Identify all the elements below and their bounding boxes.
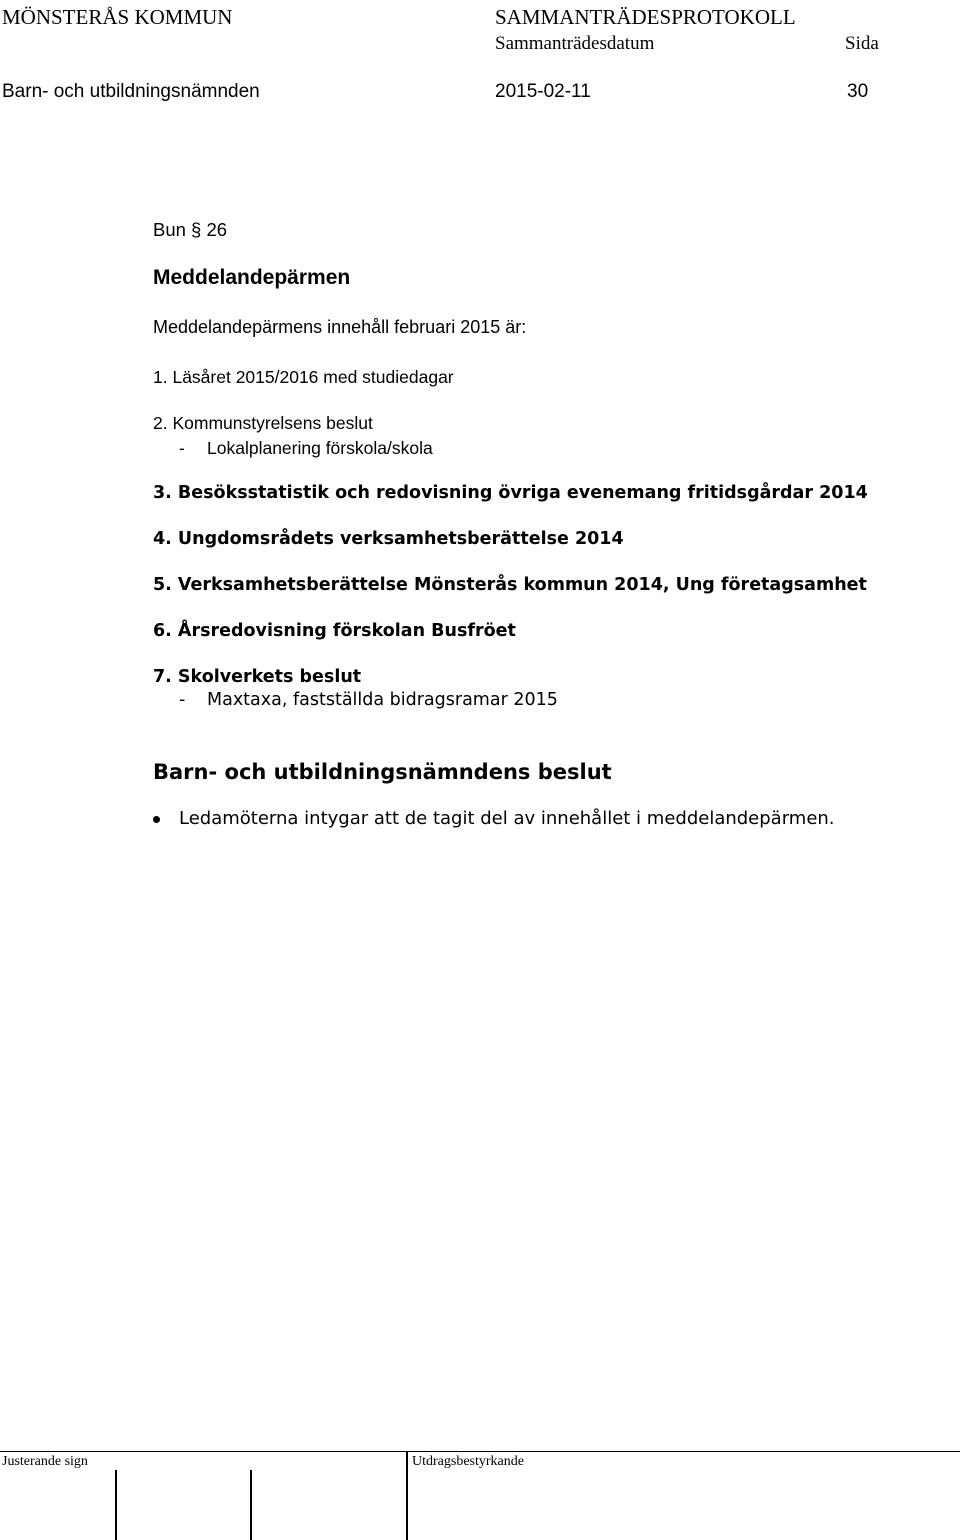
list-item: 3. Besöksstatistik och redovisning övriga evenemang fritidsgårdar 2014 [153, 483, 868, 503]
decision-bullet: Ledamöterna intygar att de tagit del av innehållet i meddelandepärmen. [179, 808, 835, 829]
section-intro: Meddelandepärmens innehåll februari 2015 är: [153, 317, 527, 337]
dash-marker: - [179, 690, 186, 710]
meeting-date: 2015-02-11 [495, 81, 591, 102]
footer-justerande-label: Justerande sign [2, 1454, 88, 1469]
footer-divider [0, 1451, 960, 1452]
list-item: 7. Skolverkets beslut [153, 667, 362, 687]
decision-heading: Barn- och utbildningsnämndens beslut [153, 760, 612, 784]
list-item: 2. Kommunstyrelsens beslut [153, 413, 373, 433]
footer-utdrag-label: Utdragsbestyrkande [412, 1454, 524, 1469]
dash-marker: - [179, 438, 185, 458]
meeting-date-label: Sammanträdesdatum [495, 33, 655, 54]
document-type: SAMMANTRÄDESPROTOKOLL [495, 5, 796, 29]
page-number: 30 [847, 81, 869, 102]
list-item-sub [0, 438, 960, 462]
section-number: Bun § 26 [153, 219, 228, 240]
list-item-sub [0, 690, 960, 714]
list-item: 5. Verksamhetsberättelse Mönsterås kommun 2014, Ung företagsamhet [153, 575, 867, 595]
list-item-sub-label: Lokalplanering förskola/skola [207, 438, 433, 458]
committee-name: Barn- och utbildningsnämnden [2, 81, 260, 102]
list-item: 1. Läsåret 2015/2016 med studiedagar [153, 367, 454, 387]
section-title: Meddelandepärmen [153, 266, 351, 289]
municipality-name: MÖNSTERÅS KOMMUN [2, 5, 233, 29]
signature-box-divider [406, 1452, 408, 1540]
page-label: Sida [845, 33, 879, 54]
signature-box-divider [115, 1470, 117, 1540]
signature-box-divider [250, 1470, 252, 1540]
list-item: 4. Ungdomsrådets verksamhetsberättelse 2014 [153, 529, 624, 549]
bullet-icon [153, 816, 160, 823]
list-item: 6. Årsredovisning förskolan Busfröet [153, 621, 516, 641]
list-item-sub-label: Maxtaxa, fastställda bidragsramar 2015 [207, 690, 558, 710]
